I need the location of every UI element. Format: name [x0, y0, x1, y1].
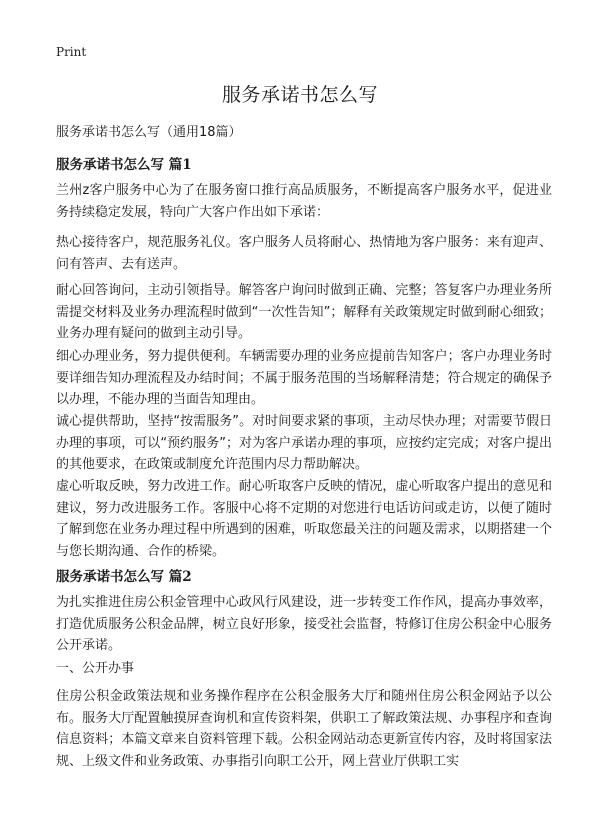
paragraph: 耐心回答询问，主动引领指导。解答客户询问时做到正确、完整；答复客户办理业务所需提交材料及业务办理流程时做到“一次性告知”；解释有关政策规定时做到耐心细致；业务办理有疑问的做到主动引导。	[56, 283, 552, 341]
page-title: 服务承诺书怎么写	[221, 84, 378, 106]
paragraph: 一、公开办事	[56, 661, 135, 676]
section-heading-1: 服务承诺书怎么写 篇1	[56, 157, 192, 173]
paragraph: 细心办理业务，努力提供便利。车辆需要办理的业务应提前告知客户；客户办理业务时要详细告知办理流程及办结时间；不属于服务范围的当场解释清楚；符合规定的确保予以办理，不能办理的当面告知理由。	[56, 349, 552, 407]
paragraph: 为扎实推进住房公积金管理中心政风行风建设，进一步转变工作作风，提高办事效率，打造优质服务公积金品牌，树立良好形象，接受社会监督，特修订住房公积金中心服务公开承诺。	[56, 595, 552, 653]
print-link[interactable]: Print	[56, 45, 87, 59]
document-subtitle: 服务承诺书怎么写（通用18篇）	[56, 125, 242, 140]
paragraph: 热心接待客户，规范服务礼仪。客户服务人员将耐心、热情地为客户服务：来有迎声、问有答声、去有送声。	[56, 235, 552, 272]
paragraph: 兰州z客户服务中心为了在服务窗口推行高品质服务，不断提高客户服务水平，促进业务持续稳定发展，特向广大客户作出如下承诺：	[56, 183, 552, 220]
section-heading-2: 服务承诺书怎么写 篇2	[56, 569, 192, 585]
paragraph: 虚心听取反映，努力改进工作。耐心听取客户反映的情况，虚心听取客户提出的意见和建议，努力改进服务工作。客服中心将不定期的对您进行电话访问或走访，以便了随时了解到您在业务办理过程中所遇到的困难，听取您最关注的问题及需求，以期搭建一个与您长期沟通、合作的桥梁。	[56, 479, 552, 559]
paragraph: 诚心提供帮助，坚持“按需服务”。对时间要求紧的事项，主动尽快办理；对需要节假日办理的事项，可以“预约服务”；对为客户承诺办理的事项，应按约定完成；对客户提出的其他要求，在政策或制度允许范围内尽力帮助解决。	[56, 414, 552, 472]
paragraph: 住房公积金政策法规和业务操作程序在公积金服务大厅和随州住房公积金网站予以公布。服务大厅配置触摸屏查询机和宣传资料架，供职工了解政策法规、办事程序和查询信息资料；本篇文章来自资料管理下载。公积金网站动态更新宣传内容，及时将国家法规、上级文件和业务政策、办事指引向职工公开，网上营业厅供职工实	[56, 689, 552, 769]
